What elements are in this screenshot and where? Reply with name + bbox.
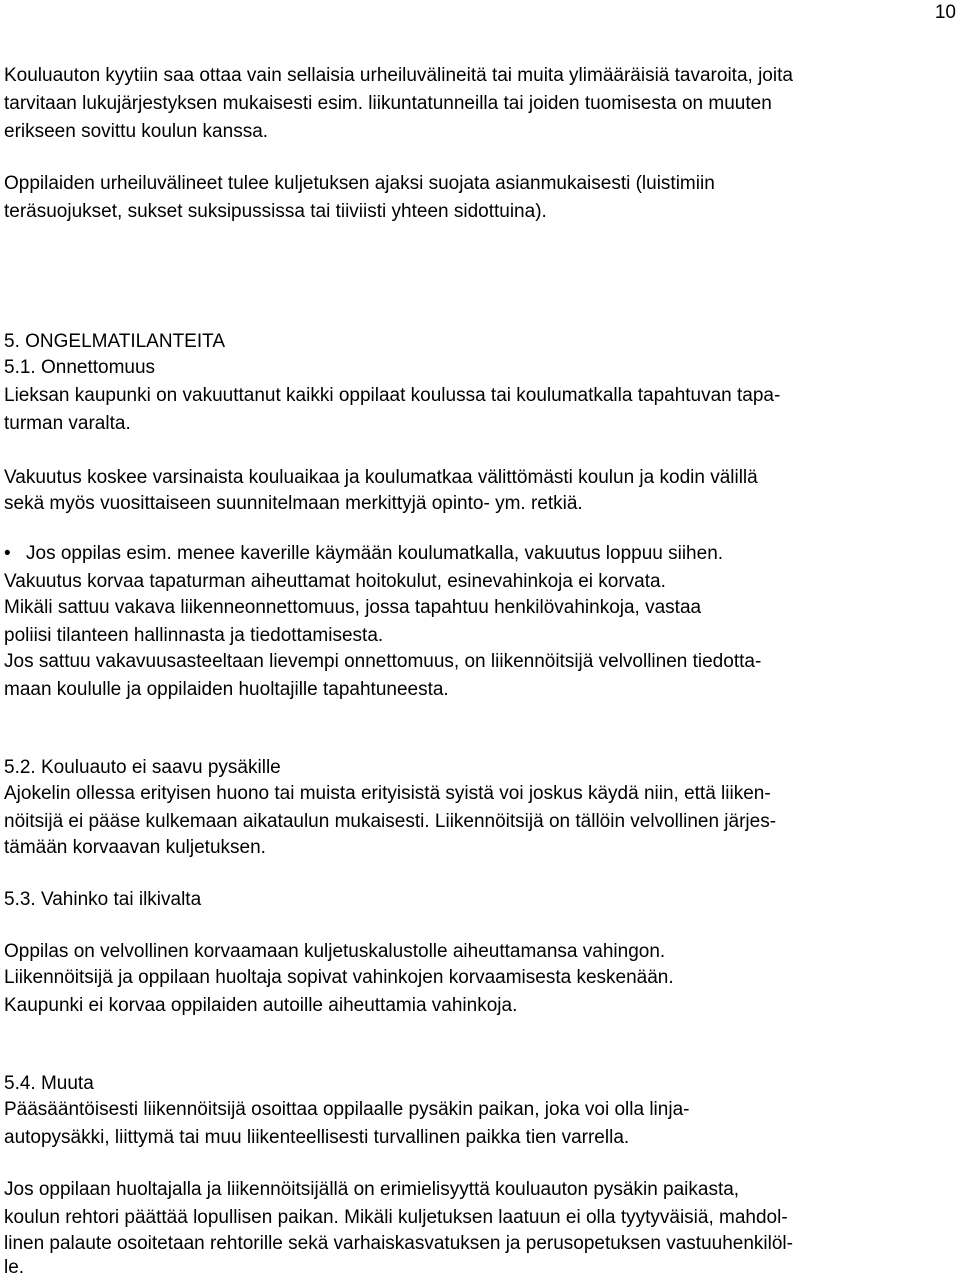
text-line: le. <box>4 1257 25 1278</box>
text-line: Oppilaiden urheiluvälineet tulee kuljetuksen ajaksi suojata asianmukaisesti (luistimiin <box>4 173 715 194</box>
text-line: Mikäli sattuu vakava liikenneonnettomuus, jossa tapahtuu henkilövahinkoja, vastaa <box>4 597 702 618</box>
text-line: turman varalta. <box>4 413 131 434</box>
text-line: sekä myös vuosittaiseen suunnitelmaan merkittyjä opinto- ym. retkiä. <box>4 493 583 514</box>
text-line: tarvitaan lukujärjestyksen mukaisesti esim. liikuntatunneilla tai joiden tuomisesta on muuten <box>4 93 772 114</box>
text-line: Vakuutus korvaa tapaturman aiheuttamat hoitokulut, esinevahinkoja ei korvata. <box>4 571 666 592</box>
text-line: autopysäkki, liittymä tai muu liikenteellisesti turvallinen paikka tien varrella. <box>4 1127 630 1148</box>
bullet-item <box>4 542 723 566</box>
text-line: poliisi tilanteen hallinnasta ja tiedottamisesta. <box>4 625 384 646</box>
text-line: teräsuojukset, sukset suksipussissa tai tiiviisti yhteen sidottuina). <box>4 201 547 222</box>
text-line: maan koululle ja oppilaiden huoltajille tapahtuneesta. <box>4 679 449 700</box>
text-line: linen palaute osoitetaan rehtorille sekä varhaiskasvatuksen ja perusopetuksen vastuuhenkilöl- <box>4 1233 793 1254</box>
text-line: koulun rehtori päättää lopullisen paikan. Mikäli kuljetuksen laatuun ei olla tyytyväisiä, mahdol- <box>4 1207 788 1228</box>
text-line: erikseen sovittu koulun kanssa. <box>4 121 269 142</box>
bullet-text: Jos oppilas esim. menee kaverille käymään koulumatkalla, vakuutus loppuu siihen. <box>26 543 724 564</box>
text-line: Vakuutus koskee varsinaista kouluaikaa ja koulumatkaa välittömästi koulun ja kodin välillä <box>4 467 758 488</box>
subsection-heading: 5.1. Onnettomuus <box>4 357 156 378</box>
subsection-heading: 5.4. Muuta <box>4 1073 94 1094</box>
section-heading: 5. ONGELMATILANTEITA <box>4 331 226 352</box>
text-line: Pääsääntöisesti liikennöitsijä osoittaa oppilaalle pysäkin paikan, joka voi olla linja- <box>4 1099 690 1120</box>
text-line: Lieksan kaupunki on vakuuttanut kaikki oppilaat koulussa tai koulumatkalla tapahtuvan tapa- <box>4 385 781 406</box>
text-line: Kouluauton kyytiin saa ottaa vain sellaisia urheiluvälineitä tai muita ylimääräisiä tavaroita, joita <box>4 65 793 86</box>
subsection-heading: 5.2. Kouluauto ei saavu pysäkille <box>4 757 281 778</box>
text-line: Kaupunki ei korvaa oppilaiden autoille aiheuttamia vahinkoja. <box>4 995 518 1016</box>
text-line: Jos oppilaan huoltajalla ja liikennöitsijällä on erimielisyyttä kouluauton pysäkin paikasta, <box>4 1179 740 1200</box>
text-line: Jos sattuu vakavuusasteeltaan lievempi onnettomuus, on liikennöitsijä velvollinen tiedotta- <box>4 651 762 672</box>
text-line: Ajokelin ollessa erityisen huono tai muista erityisistä syistä voi joskus käydä niin, että liiken- <box>4 783 771 804</box>
text-line: Liikennöitsijä ja oppilaan huoltaja sopivat vahinkojen korvaamisesta keskenään. <box>4 967 674 988</box>
bullet-icon: • <box>4 543 11 564</box>
text-line: tämään korvaavan kuljetuksen. <box>4 837 266 858</box>
text-line: nöitsijä ei pääse kulkemaan aikataulun mukaisesti. Liikennöitsijä on tällöin velvollinen järjes- <box>4 811 777 832</box>
subsection-heading: 5.3. Vahinko tai ilkivalta <box>4 889 202 910</box>
page-number: 10 <box>934 2 956 23</box>
text-line: Oppilas on velvollinen korvaamaan kuljetuskalustolle aiheuttamansa vahingon. <box>4 941 666 962</box>
